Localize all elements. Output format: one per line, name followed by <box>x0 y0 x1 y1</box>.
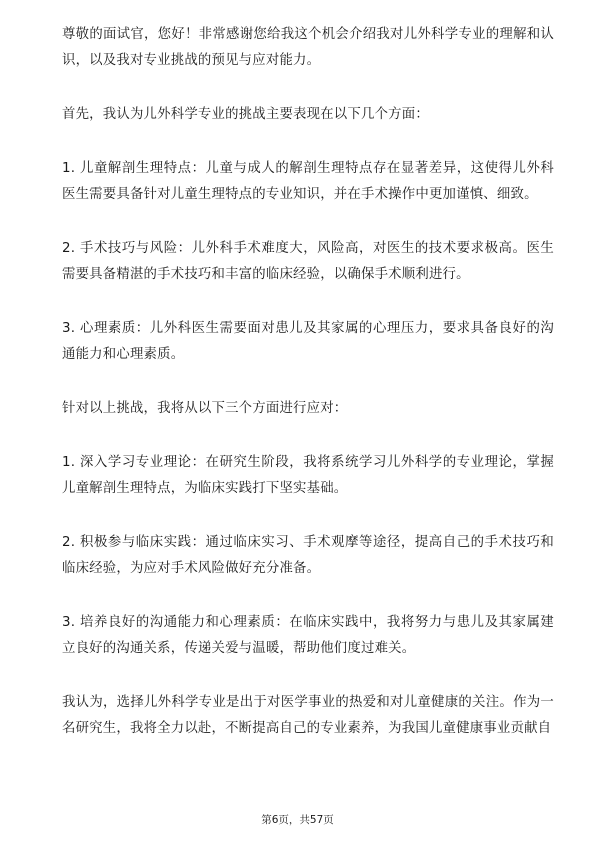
paragraph-conclusion: 我认为，选择儿外科学专业是出于对医学事业的热爱和对儿童健康的关注。作为一名研究生，我将全力以赴，不断提高自己的专业素养，为我国儿童健康事业贡献自 <box>62 695 554 736</box>
document-body <box>62 22 554 770</box>
paragraph-challenges-intro: 首先，我认为儿外科学专业的挑战主要表现在以下几个方面： <box>62 107 429 122</box>
paragraph-challenge-psychology: 3. 心理素质：儿外科医生需要面对患儿及其家属的心理压力，要求具备良好的沟通能力和心理素质。 <box>62 321 554 362</box>
paragraph-greeting: 尊敬的面试官，您好！非常感谢您给我这个机会介绍我对儿外科学专业的理解和认识，以及我对专业挑战的预见与应对能力。 <box>62 27 554 68</box>
paragraph-response-practice: 2. 积极参与临床实践：通过临床实习、手术观摩等途径，提高自己的手术技巧和临床经验，为应对手术风险做好充分准备。 <box>62 535 554 576</box>
paragraph-challenge-surgery: 2. 手术技巧与风险：儿外科手术难度大，风险高，对医生的技术要求极高。医生需要具备精湛的手术技巧和丰富的临床经验，以确保手术顺利进行。 <box>62 241 554 282</box>
paragraph-response-communication: 3. 培养良好的沟通能力和心理素质：在临床实践中，我将努力与患儿及其家属建立良好的沟通关系，传递关爱与温暖，帮助他们度过难关。 <box>62 615 554 656</box>
paragraph-challenge-anatomy: 1. 儿童解剖生理特点：儿童与成人的解剖生理特点存在显著差异，这使得儿外科医生需要具备针对儿童生理特点的专业知识，并在手术操作中更加谨慎、细致。 <box>62 161 554 202</box>
paragraph-response-theory: 1. 深入学习专业理论：在研究生阶段，我将系统学习儿外科学的专业理论，掌握儿童解剖生理特点，为临床实践打下坚实基础。 <box>62 455 554 496</box>
page-number-footer: 第6页，共57页 <box>261 814 334 826</box>
paragraph-response-intro: 针对以上挑战，我将从以下三个方面进行应对： <box>62 401 348 416</box>
